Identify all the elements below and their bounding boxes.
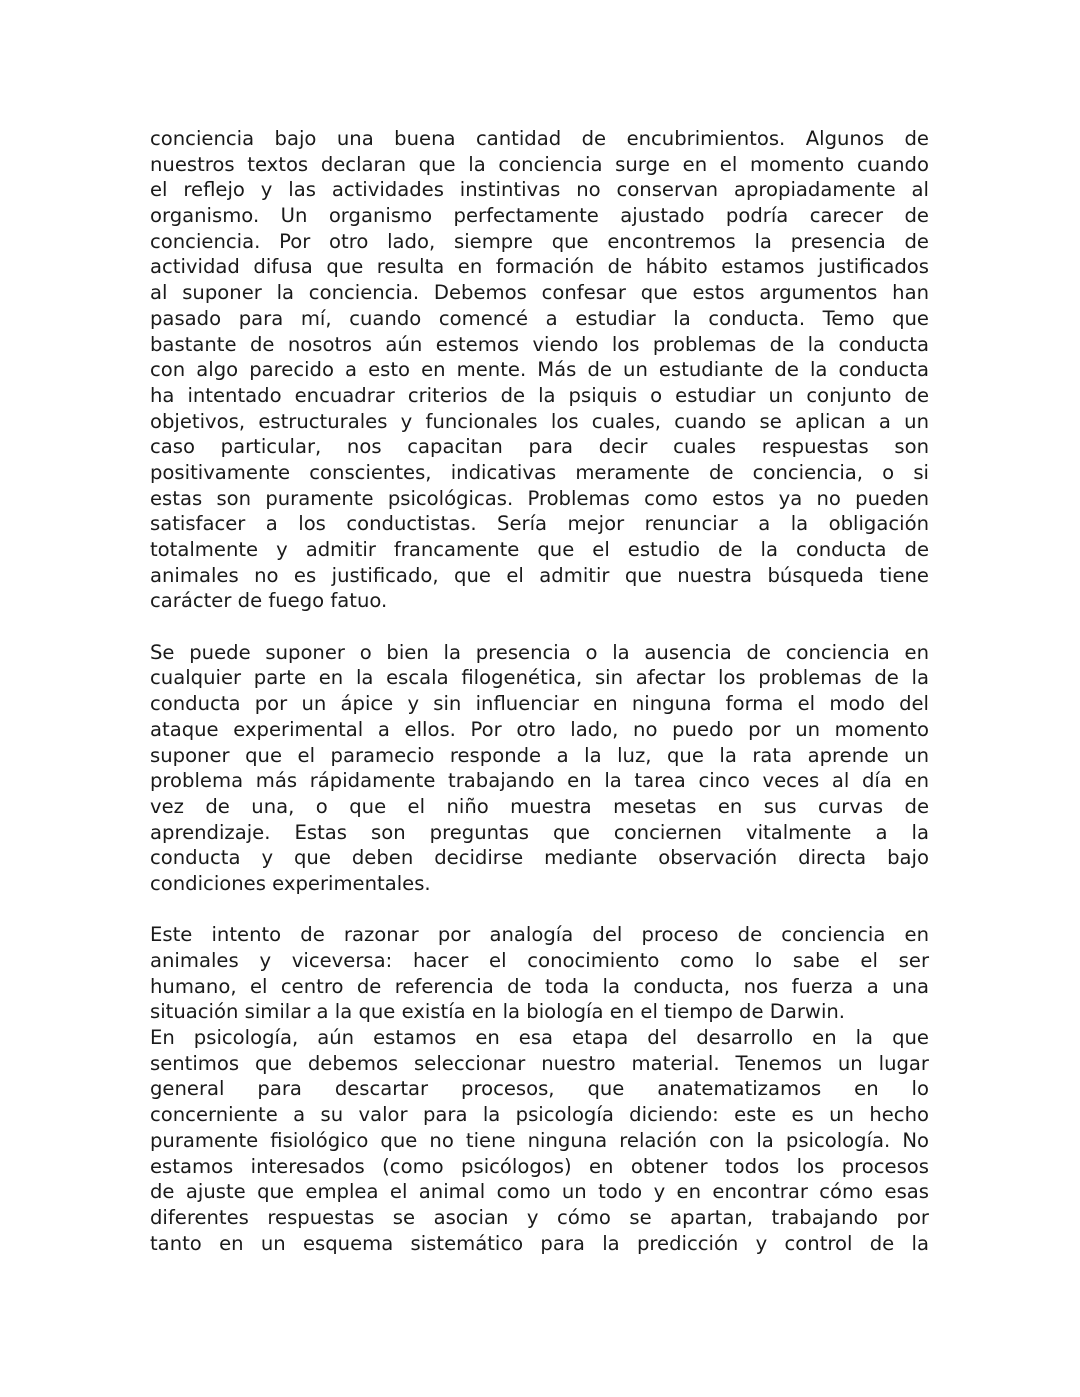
text-line: ha intentado encuadrar criterios de la psiquis o estudiar un conjunto de [150, 383, 929, 407]
text-line: conducta y que deben decidirse mediante observación directa bajo [150, 846, 929, 870]
text-line: de ajuste que emplea el animal como un todo y en encontrar cómo esas [150, 1180, 929, 1204]
text-line: suponer que el paramecio responde a la luz, que la rata aprende un [150, 743, 929, 767]
paragraph-2 [150, 640, 929, 897]
text-line: tanto en un esquema sistemático para la predicción y control de la [150, 1231, 929, 1255]
text-line: vez de una, o que el niño muestra mesetas en sus curvas de [150, 794, 929, 818]
text-line: conciencia bajo una buena cantidad de encubrimientos. Algunos de [150, 127, 929, 150]
paragraph-3 [150, 922, 929, 1256]
text-line: carácter de fuego fatuo. [150, 589, 388, 613]
text-line: ataque experimental a ellos. Por otro lado, no puedo por un momento [150, 717, 929, 741]
text-line: Este intento de razonar por analogía del proceso de conciencia en [150, 923, 929, 947]
text-line: caso particular, nos capacitan para decir cuales respuestas son [150, 435, 929, 459]
text-line: conducta por un ápice y sin influenciar en ninguna forma el modo del [150, 692, 929, 716]
text-line: cualquier parte en la escala filogenética, sin afectar los problemas de la [150, 666, 929, 690]
text-line: bastante de nosotros aún estemos viendo los problemas de la conducta [150, 332, 929, 356]
text-line: sentimos que debemos seleccionar nuestro material. Tenemos un lugar [150, 1051, 929, 1075]
text-line: estas son puramente psicológicas. Problemas como estos ya no pueden [150, 486, 929, 510]
text-line: objetivos, estructurales y funcionales los cuales, cuando se aplican a un [150, 409, 929, 433]
paragraph-1 [150, 126, 929, 614]
text-line: diferentes respuestas se asocian y cómo se apartan, trabajando por [150, 1205, 929, 1229]
document-page [150, 126, 929, 1282]
text-line: condiciones experimentales. [150, 871, 431, 895]
text-line: puramente fisiológico que no tiene ninguna relación con la psicología. No [150, 1128, 929, 1152]
text-line: aprendizaje. Estas son preguntas que conciernen vitalmente a la [150, 820, 929, 844]
text-line: En psicología, aún estamos en esa etapa del desarrollo en la que [150, 1026, 929, 1050]
text-line: situación similar a la que existía en la biología en el tiempo de Darwin. [150, 1000, 846, 1024]
text-line: el reflejo y las actividades instintivas no conservan apropiadamente al [150, 178, 929, 202]
text-line: concerniente a su valor para la psicología diciendo: este es un hecho [150, 1103, 929, 1127]
text-line: satisfacer a los conductistas. Sería mejor renunciar a la obligación [150, 512, 929, 536]
text-line: problema más rápidamente trabajando en la tarea cinco veces al día en [150, 769, 929, 793]
text-line: con algo parecido a esto en mente. Más de un estudiante de la conducta [150, 358, 929, 382]
text-line: animales no es justificado, que el admitir que nuestra búsqueda tiene [150, 563, 929, 587]
text-line: animales y viceversa: hacer el conocimiento como lo sabe el ser [150, 949, 929, 972]
text-line: actividad difusa que resulta en formación de hábito estamos justificados [150, 255, 929, 279]
text-line: general para descartar procesos, que anatematizamos en lo [150, 1077, 929, 1101]
text-line: conciencia. Por otro lado, siempre que encontremos la presencia de [150, 229, 929, 253]
text-line: al suponer la conciencia. Debemos confesar que estos argumentos han [150, 281, 929, 305]
text-line: organismo. Un organismo perfectamente ajustado podría carecer de [150, 204, 929, 228]
text-line: Se puede suponer o bien la presencia o la ausencia de conciencia en [150, 640, 929, 664]
text-line: humano, el centro de referencia de toda la conducta, nos fuerza a una [150, 974, 929, 998]
text-line: nuestros textos declaran que la conciencia surge en el momento cuando [150, 152, 929, 176]
text-line: totalmente y admitir francamente que el estudio de la conducta de [150, 538, 929, 561]
text-line: estamos interesados (como psicólogos) en obtener todos los procesos [150, 1154, 929, 1178]
text-line: positivamente conscientes, indicativas meramente de conciencia, o si [150, 460, 929, 484]
text-line: pasado para mí, cuando comencé a estudiar la conducta. Temo que [150, 306, 929, 330]
